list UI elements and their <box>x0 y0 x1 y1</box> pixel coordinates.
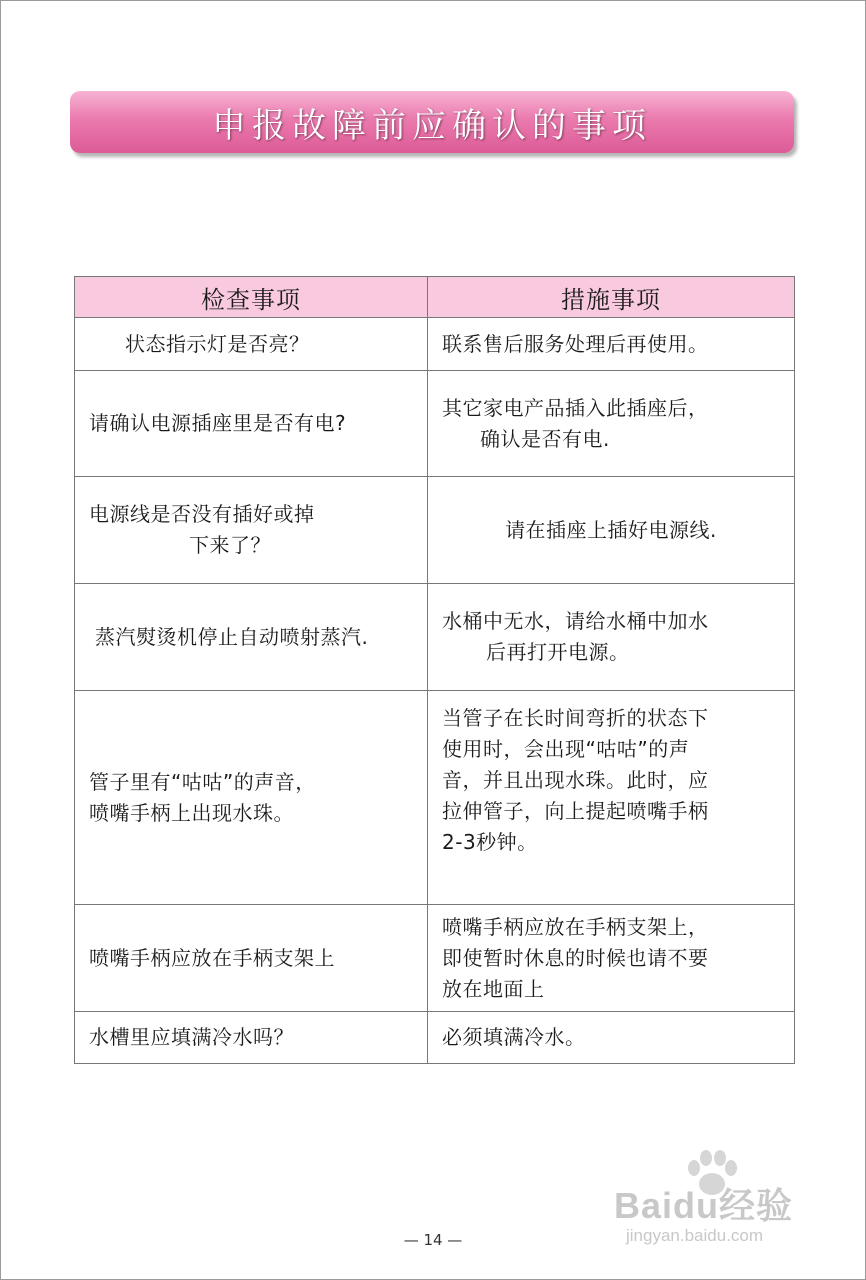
check-text: 水槽里应填满冷水吗？ <box>89 1025 294 1049</box>
check-text: 状态指示灯是否亮？ <box>125 331 310 356</box>
table-row <box>75 318 795 371</box>
title-banner <box>70 91 794 153</box>
action-text: 必须填满冷水。 <box>442 1025 586 1049</box>
action-cell <box>428 691 795 905</box>
action-text: 当管子在长时间弯折的状态下 <box>442 706 709 730</box>
check-text: 电源线是否没有插好或掉 <box>89 502 315 526</box>
table-row <box>75 905 795 1012</box>
action-text: 放在地面上 <box>442 976 545 1001</box>
check-cell <box>75 477 428 584</box>
action-text: 请在插座上插好电源线. <box>505 517 717 542</box>
column-header-action: 措施事项 <box>428 277 795 318</box>
table-row <box>75 1012 795 1064</box>
action-text: 确认是否有电. <box>480 426 610 451</box>
troubleshooting-table <box>74 276 795 1064</box>
check-text: 蒸汽熨烫机停止自动喷射蒸汽. <box>95 624 369 649</box>
check-cell <box>75 318 428 371</box>
check-cell <box>75 905 428 1012</box>
check-text: 请确认电源插座里是否有电? <box>89 411 347 435</box>
table-row <box>75 691 795 905</box>
action-cell <box>428 318 795 371</box>
check-text: 喷嘴手柄应放在手柄支架上 <box>89 945 335 970</box>
page-title: 申报故障前应确认的事项 <box>212 105 652 146</box>
action-cell <box>428 1012 795 1064</box>
table-row <box>75 584 795 691</box>
check-text: 喷嘴手柄上出现水珠。 <box>89 800 294 825</box>
action-text: 水桶中无水，请给水桶中加水 <box>442 609 709 633</box>
check-text: 下来了？ <box>189 533 271 557</box>
action-cell <box>428 905 795 1012</box>
action-cell <box>428 477 795 584</box>
action-text: 其它家电产品插入此插座后， <box>442 395 709 420</box>
watermark-url: jingyan.baidu.com <box>626 1226 764 1245</box>
action-text: 音，并且出现水珠。此时，应 <box>442 768 709 792</box>
page-number: — 14 — <box>403 1231 463 1249</box>
check-text: 管子里有“咕咕”的声音， <box>89 769 316 794</box>
action-cell <box>428 584 795 691</box>
check-cell <box>75 1012 428 1064</box>
column-header-check: 检查事项 <box>75 277 428 318</box>
check-cell <box>75 691 428 905</box>
table-row <box>75 371 795 477</box>
action-text: 拉伸管子，向上提起喷嘴手柄 <box>442 799 709 823</box>
watermark-logo: Baidu经验 <box>614 1185 794 1226</box>
table-header-row <box>75 277 795 318</box>
table-row <box>75 477 795 584</box>
action-text: 喷嘴手柄应放在手柄支架上， <box>442 914 709 939</box>
action-text: 后再打开电源。 <box>486 640 630 664</box>
action-text: 联系售后服务处理后再使用。 <box>442 331 709 356</box>
check-cell <box>75 584 428 691</box>
action-cell <box>428 371 795 477</box>
action-text: 2-3秒钟。 <box>442 830 538 854</box>
action-text: 即使暂时休息的时候也请不要 <box>442 945 709 970</box>
action-text: 使用时，会出现“咕咕”的声 <box>442 737 690 761</box>
check-cell <box>75 371 428 477</box>
